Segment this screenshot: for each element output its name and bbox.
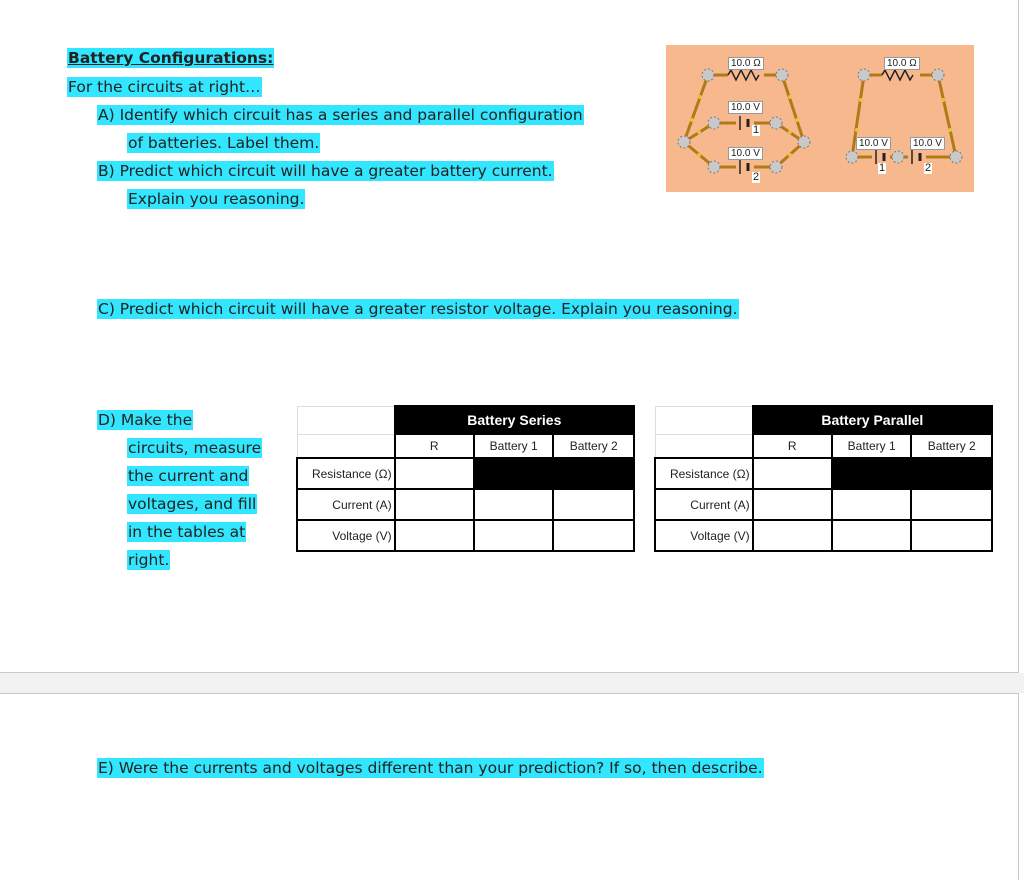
parallel-voltage-r-cell[interactable] — [753, 520, 832, 551]
parallel-current-battery2-cell[interactable] — [911, 489, 992, 520]
parallel-col-battery1: Battery 1 — [832, 434, 912, 458]
right-battery2-label: 10.0 V — [910, 137, 945, 150]
battery-series-table — [296, 405, 635, 552]
question-b-line2: Explain you reasoning. — [128, 190, 305, 208]
series-current-r-cell[interactable] — [395, 489, 474, 520]
right-battery2-number: 2 — [925, 162, 932, 174]
question-c: C) Predict which circuit will have a greater resistor voltage. Explain you reasoning. — [98, 300, 738, 318]
series-current-battery1-cell[interactable] — [474, 489, 554, 520]
parallel-blacked-cell — [911, 458, 992, 489]
question-a-line2: of batteries. Label them. — [128, 134, 320, 152]
series-voltage-battery1-cell[interactable] — [474, 520, 554, 551]
parallel-row-voltage: Voltage (V) — [655, 520, 753, 551]
intro-text: For the circuits at right… — [68, 78, 261, 96]
series-row-current: Current (A) — [297, 489, 395, 520]
series-table-title: Battery Series — [395, 406, 634, 434]
parallel-blacked-cell — [832, 458, 912, 489]
question-d-line3: the current and — [128, 467, 249, 485]
series-row-voltage: Voltage (V) — [297, 520, 395, 551]
question-a-line1: A) Identify which circuit has a series and parallel configuration — [98, 106, 583, 124]
right-battery1-label: 10.0 V — [856, 137, 891, 150]
series-voltage-battery2-cell[interactable] — [553, 520, 634, 551]
series-blacked-cell — [474, 458, 554, 489]
series-resistance-r-cell[interactable] — [395, 458, 474, 489]
page-gap — [0, 673, 1024, 693]
worksheet-page-2 — [0, 693, 1019, 880]
question-d-line5: in the tables at — [128, 523, 246, 541]
right-battery1-number: 1 — [879, 162, 886, 174]
parallel-voltage-battery2-cell[interactable] — [911, 520, 992, 551]
left-battery2-label: 10.0 V — [728, 147, 763, 160]
left-battery1-label: 10.0 V — [728, 101, 763, 114]
question-e: E) Were the currents and voltages different than your prediction? If so, then describe. — [98, 759, 763, 777]
question-d-line2: circuits, measure — [128, 439, 262, 457]
parallel-col-r: R — [753, 434, 832, 458]
parallel-row-current: Current (A) — [655, 489, 753, 520]
question-d-line1: D) Make the — [98, 411, 193, 429]
series-voltage-r-cell[interactable] — [395, 520, 474, 551]
series-col-battery1: Battery 1 — [474, 434, 554, 458]
question-b-line1: B) Predict which circuit will have a greater battery current. — [98, 162, 553, 180]
right-resistor-label: 10.0 Ω — [884, 57, 920, 70]
series-blacked-cell — [553, 458, 634, 489]
series-col-r: R — [395, 434, 474, 458]
parallel-voltage-battery1-cell[interactable] — [832, 520, 912, 551]
left-battery1-number: 1 — [753, 124, 760, 136]
left-resistor-label: 10.0 Ω — [728, 57, 764, 70]
section-title: Battery Configurations: — [68, 49, 274, 67]
parallel-row-resistance: Resistance (Ω) — [655, 458, 753, 489]
parallel-current-r-cell[interactable] — [753, 489, 832, 520]
circuit-diagrams — [666, 45, 974, 192]
question-d-line4: voltages, and fill — [128, 495, 257, 513]
series-current-battery2-cell[interactable] — [553, 489, 634, 520]
series-col-battery2: Battery 2 — [553, 434, 634, 458]
parallel-table-title: Battery Parallel — [753, 406, 992, 434]
question-d-line6: right. — [128, 551, 170, 569]
parallel-resistance-r-cell[interactable] — [753, 458, 832, 489]
parallel-col-battery2: Battery 2 — [911, 434, 992, 458]
battery-parallel-table — [654, 405, 993, 552]
left-battery2-number: 2 — [753, 171, 760, 183]
series-row-resistance: Resistance (Ω) — [297, 458, 395, 489]
parallel-current-battery1-cell[interactable] — [832, 489, 912, 520]
